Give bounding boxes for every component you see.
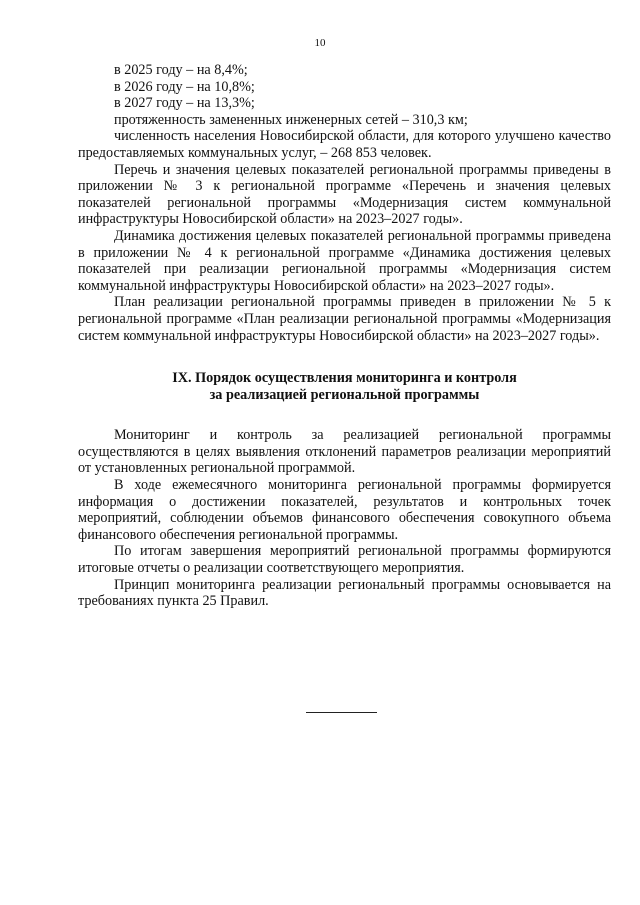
paragraph-targets-appendix-3: Перечь и значения целевых показателей региональной программы приведены в приложении № 3 к региональной программе «Перечень и значения целевых показателей региональной программы «Модернизация систем коммунальной инфраструктуры Новосибирской области» на 2023–2027 годы».	[78, 161, 611, 228]
paragraph-final-reports: По итогам завершения мероприятий региональной программы формируются итоговые отчеты о реализации соответствующего мероприятия.	[78, 543, 611, 577]
section-heading	[78, 370, 611, 403]
paragraph-monthly-monitoring: В ходе ежемесячного мониторинга региональной программы формируется информация о достижении показателей, результатов и контрольных точек мероприятий, соблюдении объемов финансового обеспечения совокупного объема финансового обеспечения региональной программы.	[78, 477, 611, 543]
end-of-document-line	[306, 712, 377, 713]
page-number: 10	[314, 37, 326, 49]
paragraph-dynamics-appendix-4: Динамика достижения целевых показателей региональной программы приведена в приложении № 4 к региональной программе «Динамика достижения целевых показателей при реализации региональной программы «Модернизация систем коммунальной инфраструктуры Новосибирской области» на 2023–2027 годы».	[78, 227, 611, 294]
list-item-2027: в 2027 году – на 13,3%;	[114, 95, 255, 112]
paragraph-monitoring-principle: Принцип мониторинга реализации региональный программы основывается на требованиях пункта 25 Правил.	[78, 576, 611, 610]
section-heading-line-2: за реализацией региональной программы	[209, 386, 480, 403]
document-body	[78, 62, 611, 610]
section-heading-line-1: IX. Порядок осуществления мониторинга и контроля	[172, 370, 517, 387]
list-item-2026: в 2026 году – на 10,8%;	[114, 78, 255, 95]
paragraph-plan-appendix-5: План реализации региональной программы приведен в приложении № 5 к региональной программе «План реализации региональной программы «Модернизация систем коммунальной инфраструктуры Новосибирской области» на 2023–2027 годы».	[78, 294, 611, 344]
list-item-network-length: протяженность замененных инженерных сетей – 310,3 км;	[114, 111, 468, 128]
list-item-2025: в 2025 году – на 8,4%;	[114, 62, 248, 78]
list-item-population: численность населения Новосибирской области, для которого улучшено качество предоставляемых коммунальных услуг, – 268 853 человек.	[78, 128, 611, 161]
paragraph-monitoring-purpose: Мониторинг и контроль за реализацией региональной программы осуществляются в целях выявления отклонений параметров реализации мероприятий от установленных региональной программой.	[78, 427, 611, 477]
